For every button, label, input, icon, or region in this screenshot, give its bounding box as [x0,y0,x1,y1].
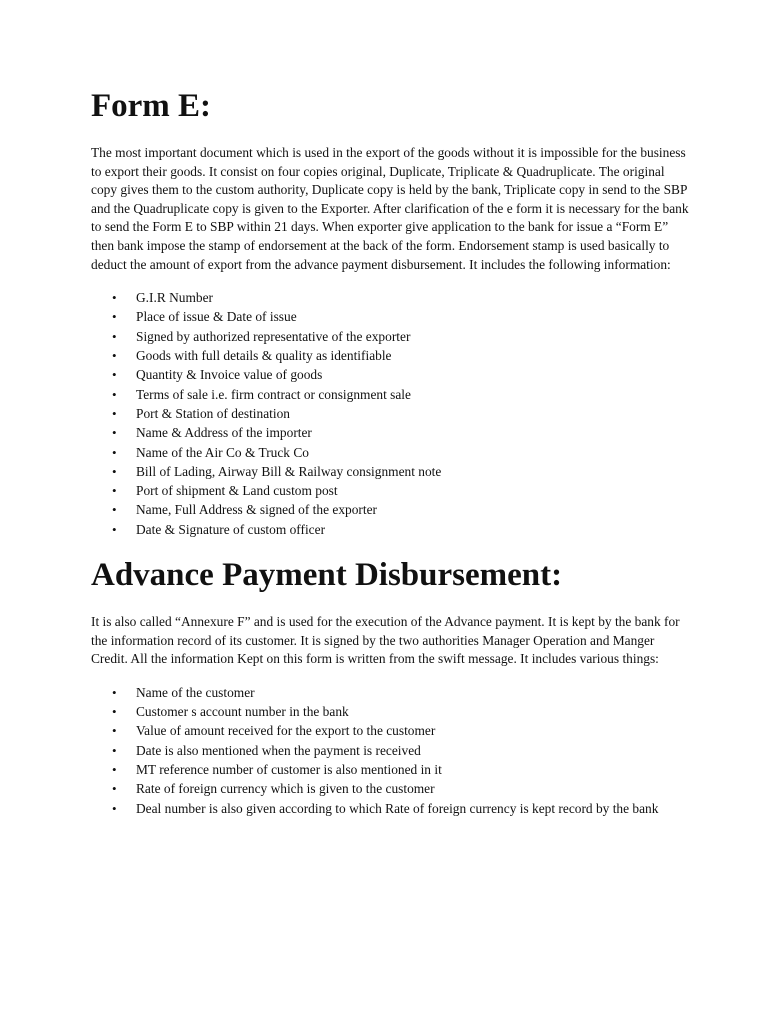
advance-payment-heading: Advance Payment Disbursement: [91,557,563,594]
list-item: • Port & Station of destination [91,404,691,423]
list-item: • Name & Address of the importer [91,423,691,442]
list-item: • Terms of sale i.e. firm contract or consignment sale [91,385,691,404]
list-item: • Place of issue & Date of issue [91,307,691,326]
list-item: • Signed by authorized representative of the exporter [91,327,691,346]
list-item: • Goods with full details & quality as identifiable [91,346,691,365]
list-item: • Value of amount received for the export to the customer [91,721,691,740]
form-e-list [91,288,691,539]
list-item: • G.I.R Number [91,288,691,307]
list-item: • Quantity & Invoice value of goods [91,365,691,384]
list-item: • Port of shipment & Land custom post [91,481,691,500]
list-item: • Name of the Air Co & Truck Co [91,443,691,462]
advance-payment-paragraph: It is also called “Annexure F” and is used for the execution of the Advance payment. It is kept by the bank for the information record of its customer. It is signed by the two authorities Manager Operation and Manger Credit. All the information Kept on this form is written from the swift message. It includes various things: [91,614,680,667]
advance-payment-list [91,683,691,818]
list-item: • Name of the customer [91,683,691,702]
list-item: • Deal number is also given according to which Rate of foreign currency is kept record by the bank [91,799,691,818]
form-e-heading: Form E: [91,88,212,124]
document-content [91,86,691,818]
list-item: • Date & Signature of custom officer [91,520,691,539]
list-item: • Date is also mentioned when the payment is received [91,741,691,760]
list-item: • Name, Full Address & signed of the exporter [91,500,691,519]
form-e-paragraph: The most important document which is used in the export of the goods without it is impossible for the business to export their goods. It consist on four copies original, Duplicate, Triplicate & Quadruplicate. The original copy gives them to the custom authority, Duplicate copy is held by the bank, Triplicate copy in send to the SBP and the Quadruplicate copy is given to the Exporter. After clarification of the e form it is necessary for the bank to send the Form E to SBP within 21 days. When exporter give application to the bank for issue a “Form E” then bank impose the stamp of endorsement at the back of the form. Endorsement stamp is used basically to deduct the amount of export from the advance payment disbursement. It includes the following information: [91,145,689,272]
list-item: • MT reference number of customer is also mentioned in it [91,760,691,779]
list-item: • Bill of Lading, Airway Bill & Railway consignment note [91,462,691,481]
list-item: • Customer s account number in the bank [91,702,691,721]
list-item: • Rate of foreign currency which is given to the customer [91,779,691,798]
